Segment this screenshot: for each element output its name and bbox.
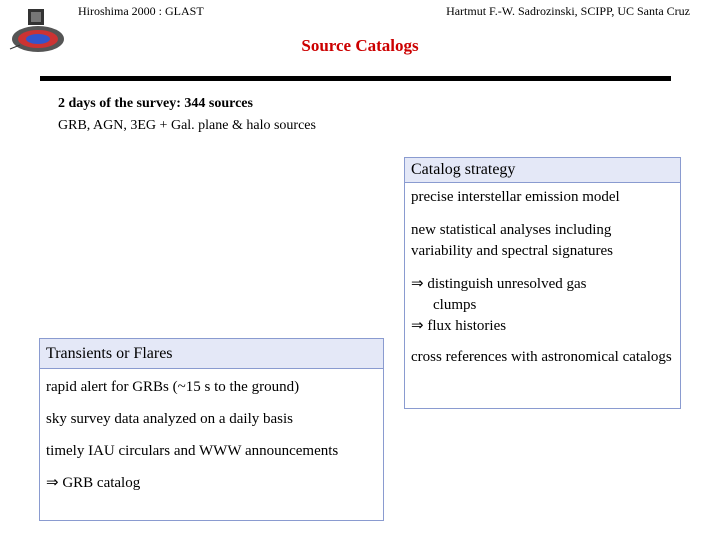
catalog-item: precise interstellar emission model [411,189,620,205]
legend-sep: , [123,118,131,133]
catalog-item: ⇒ flux histories [411,318,507,334]
catalog-strategy-box [404,157,681,409]
title-rule [40,76,671,81]
legend-grb: GRB [58,118,87,133]
legend-sep: & [228,118,247,133]
header-right: Hartmut F.-W. Sadrozinski, SCIPP, UC Santa Cruz [446,4,690,18]
legend-halo: halo [246,118,271,133]
catalog-item: clumps [433,297,477,313]
catalog-item: ⇒ distinguish unresolved gas [411,276,587,292]
header-left: Hiroshima 2000 : GLAST [78,4,204,18]
catalog-item: new statistical analyses including variability and spectral signatures [411,222,614,259]
legend-sep: sources [270,118,316,133]
legend-sep: + [156,118,171,133]
transients-heading: Transients or Flares [40,339,383,369]
sky-map [34,146,384,332]
legend-3eg: 3EG [130,118,157,133]
transients-item: sky survey data analyzed on a daily basis [46,411,294,427]
transients-item: timely IAU circulars and WWW announcements [46,443,339,459]
legend-agn: AGN [93,118,124,133]
survey-summary: 2 days of the survey: 344 sources [58,96,253,111]
page-title: Source Catalogs [301,36,419,55]
catalog-strategy-heading: Catalog strategy [405,158,680,183]
source-legend [58,118,316,134]
legend-sep: , [86,118,94,133]
transients-box [39,338,384,521]
transients-item: ⇒ GRB catalog [46,475,141,491]
legend-gal-plane: Gal. plane [170,118,229,133]
transients-item: rapid alert for GRBs (~15 s to the ground) [46,379,300,395]
catalog-item: cross references with astronomical catalogs [411,349,672,365]
